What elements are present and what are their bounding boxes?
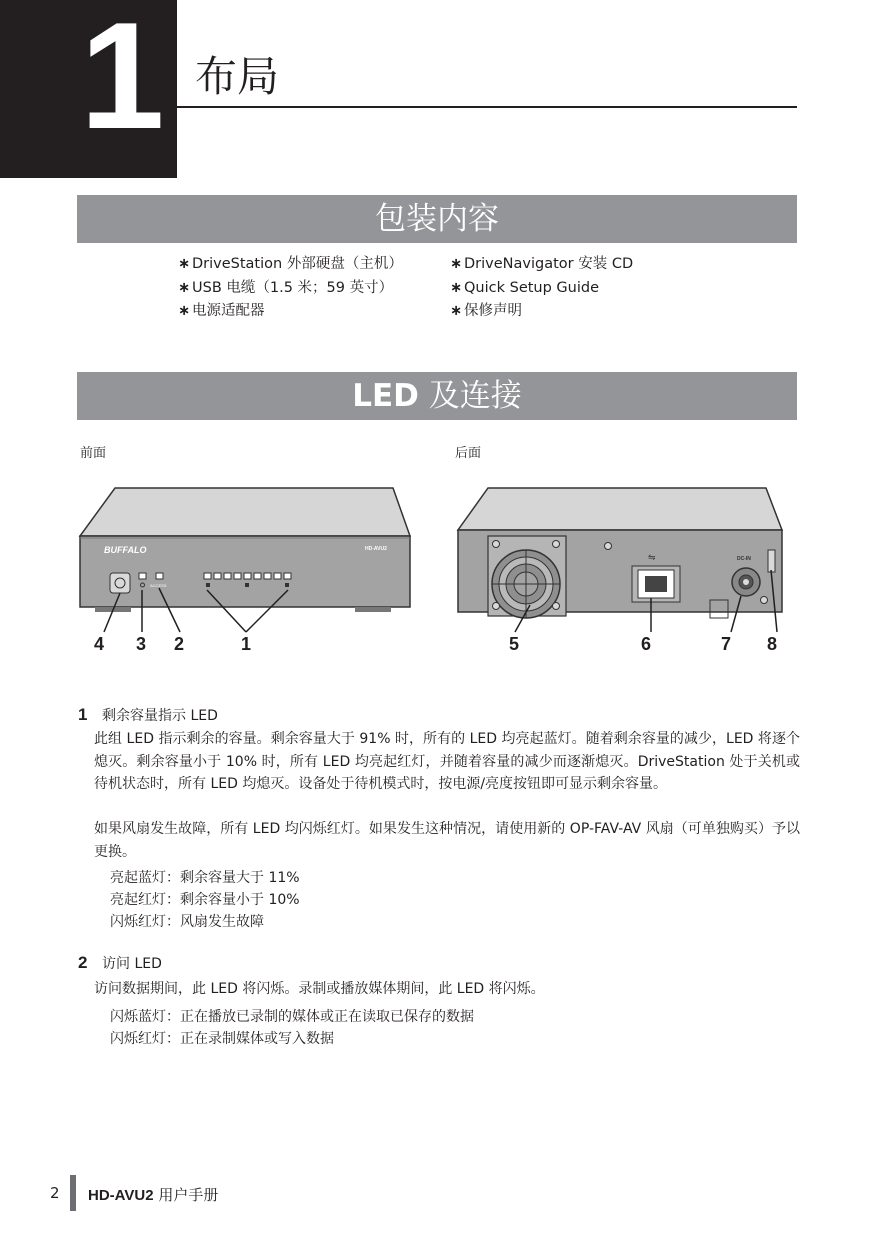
- callout-7: 7: [721, 634, 732, 654]
- chapter-rule: [177, 106, 797, 108]
- package-item: [450, 300, 633, 324]
- item-1-paragraph-1: 此组 LED 指示剩余的容量。剩余容量大于 91% 时，所有的 LED 均亮起蓝灯。随着剩余容量的减少，LED 将逐个熄灭。剩余容量小于 10% 时，所有 LED 均亮起红灯，并随着容量的减少而逐渐熄灭。DriveStation 处于关机或待机状态时，所有 LED 均熄灭。设备处于待机模式时，按电源/亮度按钮即可显示剩余容量。: [94, 731, 800, 792]
- footer-divider: [70, 1175, 76, 1211]
- item-1-number: 1: [78, 705, 88, 724]
- back-view-label: 后面: [455, 446, 482, 461]
- led-heading-band: [77, 372, 797, 420]
- item-2-title: 访问 LED: [102, 956, 162, 972]
- chapter-title: 布局: [195, 52, 280, 101]
- package-item: [178, 277, 403, 301]
- callout-4: 4: [94, 634, 105, 654]
- package-item-text: DriveStation 外部硬盘（主机）: [192, 256, 403, 272]
- front-view-label: 前面: [80, 446, 107, 461]
- bullet: ∗: [178, 303, 191, 319]
- callout-5: 5: [509, 634, 520, 654]
- dc-in-label: DC-IN: [737, 556, 751, 562]
- bullet: ∗: [178, 256, 191, 272]
- callout-2: 2: [174, 634, 185, 654]
- package-item: [178, 253, 403, 277]
- package-heading: 包装内容: [375, 201, 499, 237]
- page-number: 2: [50, 1184, 60, 1202]
- brand-logo: BUFFALO: [104, 545, 147, 555]
- package-item: [450, 253, 633, 277]
- footer-model: HD-AVU2: [88, 1187, 154, 1204]
- legend-item: 亮起红灯：剩余容量小于 10%: [110, 892, 300, 908]
- bullet: ∗: [450, 279, 463, 296]
- legend-item: 闪烁红灯：正在录制媒体或写入数据: [110, 1031, 334, 1047]
- item-1-legend: [110, 867, 300, 933]
- security-slot: [768, 550, 775, 572]
- callout-8: 8: [767, 634, 778, 654]
- led-heading-bold: LED: [352, 378, 419, 414]
- access-led: [156, 573, 163, 579]
- device-illustration: [60, 470, 820, 660]
- package-heading-band: [77, 195, 797, 243]
- callout-3: 3: [136, 634, 147, 654]
- item-2-number: 2: [78, 953, 88, 972]
- power-led: [139, 573, 146, 579]
- package-item-text: USB 电缆（1.5 米；59 英寸）: [192, 279, 394, 296]
- footer-manual: 用户手册: [153, 1186, 219, 1204]
- item-1-heading: [78, 705, 218, 726]
- bullet: ∗: [450, 303, 463, 319]
- callout-1: 1: [241, 634, 252, 654]
- usb-symbol-icon: ⇋: [648, 553, 656, 563]
- legend-item: 闪烁红灯：风扇发生故障: [110, 914, 264, 930]
- footer-title: [88, 1184, 218, 1205]
- item-2-heading: [78, 953, 162, 974]
- item-2-legend: [110, 1006, 474, 1050]
- led-heading-rest: 及连接: [418, 378, 522, 414]
- package-item-text: 保修声明: [464, 303, 522, 319]
- bullet: ∗: [450, 256, 463, 272]
- item-1-title: 剩余容量指示 LED: [102, 708, 218, 724]
- package-item: [178, 300, 403, 324]
- callout-6: 6: [641, 634, 652, 654]
- front-view-drawing: [80, 488, 410, 654]
- chapter-number-block: [0, 0, 177, 178]
- package-item: [450, 277, 633, 301]
- item-2-paragraph-1: 访问数据期间，此 LED 将闪烁。录制或播放媒体期间，此 LED 将闪烁。: [94, 981, 545, 997]
- package-list-right: [450, 253, 633, 324]
- legend-item: 闪烁蓝灯：正在播放已录制的媒体或正在读取已保存的数据: [110, 1009, 474, 1025]
- access-label: ACCESS: [150, 583, 167, 588]
- package-item-text: DriveNavigator 安装 CD: [464, 256, 634, 272]
- package-item-text: Quick Setup Guide: [464, 279, 600, 296]
- bullet: ∗: [178, 279, 191, 296]
- chapter-number: 1: [80, 0, 165, 161]
- power-button: [110, 573, 130, 593]
- front-model-label: HD-AVU2: [365, 546, 387, 552]
- item-1-paragraph-2: 如果风扇发生故障，所有 LED 均闪烁红灯。如果发生这种情况，请使用新的 OP-FAV-AV 风扇（可单独购买）予以更换。: [94, 821, 800, 860]
- back-view-drawing: [458, 488, 782, 654]
- legend-item: 亮起蓝灯：剩余容量大于 11%: [110, 870, 300, 886]
- package-list-left: [178, 253, 403, 324]
- package-item-text: 电源适配器: [192, 303, 265, 319]
